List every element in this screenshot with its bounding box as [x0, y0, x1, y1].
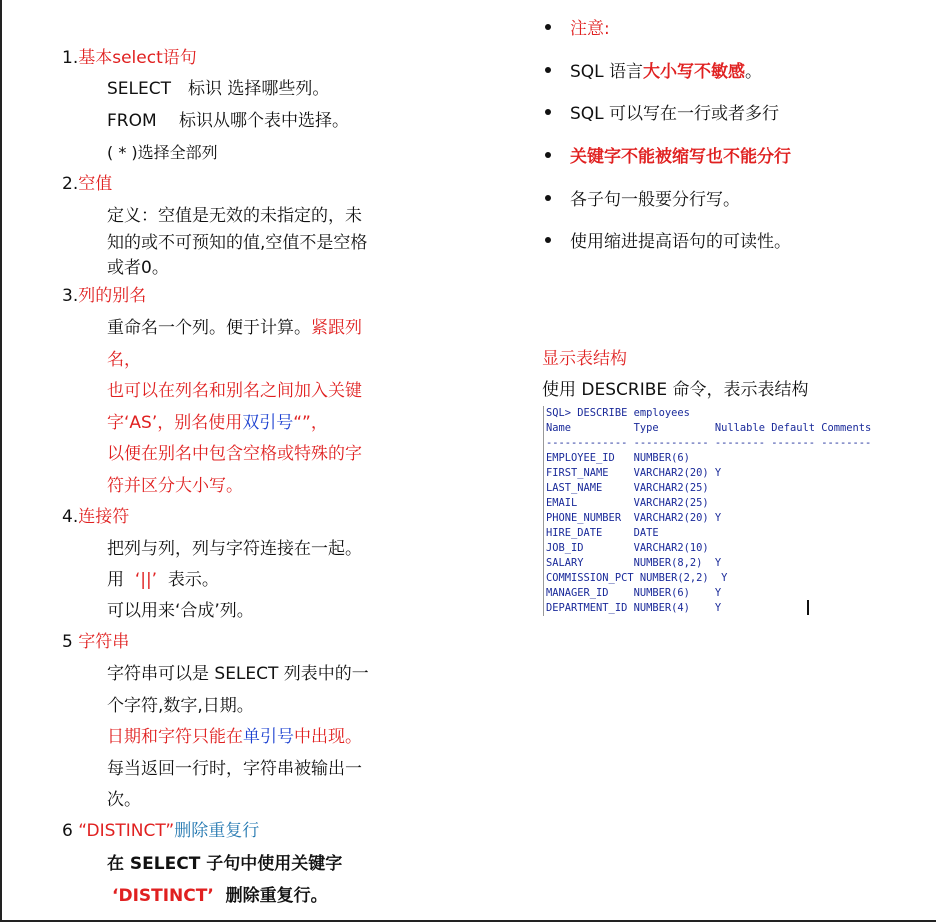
- s4-line-2: 用 ‘||’ 表示。: [107, 570, 219, 590]
- s5-line-3: 日期和字符只能在单引号中出现。: [107, 727, 362, 747]
- sql-line: SALARY NUMBER(8,2) Y: [546, 557, 722, 569]
- describe-heading: 显示表结构: [542, 349, 627, 369]
- bullet-dot-icon: [545, 24, 551, 30]
- section-1-heading: 1.基本select语句: [62, 48, 197, 68]
- s5-line-5: 次。: [107, 790, 141, 810]
- sql-line: SQL> DESCRIBE employees: [546, 407, 690, 419]
- section-3-heading: 3.列的别名: [62, 286, 147, 306]
- s6-line-2: ‘DISTINCT’ 删除重复行。: [112, 886, 328, 906]
- s3-line-5: 以便在别名中包含空格或特殊的字: [107, 444, 362, 464]
- section-2-heading: 2.空值: [62, 174, 113, 194]
- sql-line: LAST_NAME VARCHAR2(25): [546, 482, 709, 494]
- sql-line: EMAIL VARCHAR2(25): [546, 497, 709, 509]
- bullet-keywords: 关键字不能被缩写也不能分行: [545, 146, 791, 168]
- section-6-heading: 6 “DISTINCT”删除重复行: [62, 821, 260, 841]
- bullet-dot-icon: [545, 195, 551, 201]
- s1-line-1: SELECT 标识 选择哪些列。: [107, 79, 330, 99]
- s3-line-6: 符并区分大小写。: [107, 476, 243, 496]
- s3-line-1: 重命名一个列。便于计算。紧跟列: [107, 318, 362, 338]
- bullet-dot-icon: [545, 109, 551, 115]
- sql-line: JOB_ID VARCHAR2(10): [546, 542, 709, 554]
- bullet-indent: 使用缩进提高语句的可读性。: [545, 231, 791, 253]
- text-cursor: [807, 600, 809, 615]
- bullet-dot-icon: [545, 152, 551, 158]
- sql-line: COMMISSION_PCT NUMBER(2,2) Y: [546, 572, 728, 584]
- sql-line: DEPARTMENT_ID NUMBER(4) Y: [546, 602, 722, 614]
- bullet-note: 注意:: [545, 18, 610, 40]
- sql-line: EMPLOYEE_ID NUMBER(6): [546, 452, 690, 464]
- bullet-dot-icon: [545, 237, 551, 243]
- s2-line-2: 知的或不可预知的值,空值不是空格: [107, 233, 368, 253]
- bullet-case-insensitive: SQL 语言大小写不敏感。: [545, 61, 762, 83]
- s3-line-3: 也可以在列名和别名之间加入关键: [107, 381, 362, 401]
- sql-line: ------------- ------------ -------- ------- --------: [546, 437, 872, 449]
- s3-line-2: 名，: [107, 350, 141, 370]
- sql-describe-output: [543, 406, 871, 616]
- bullet-dot-icon: [545, 67, 551, 73]
- s5-line-2: 个字符,数字,日期。: [107, 696, 254, 716]
- s6-line-1: 在 SELECT 子句中使用关键字: [107, 854, 343, 874]
- sql-line: Name Type Nullable Default Comments: [546, 422, 872, 434]
- s2-line-1: 定义：空值是无效的未指定的，未: [107, 206, 362, 226]
- s4-line-3: 可以用来‘合成’列。: [107, 601, 254, 621]
- section-5-heading: 5 字符串: [62, 632, 130, 652]
- sql-line: FIRST_NAME VARCHAR2(20) Y: [546, 467, 722, 479]
- s2-line-3: 或者0。: [107, 258, 169, 278]
- sql-line: PHONE_NUMBER VARCHAR2(20) Y: [546, 512, 722, 524]
- s5-line-1: 字符串可以是 SELECT 列表中的一: [107, 664, 369, 684]
- section-4-heading: 4.连接符: [62, 507, 130, 527]
- frame-left-border: [0, 0, 2, 922]
- s1-line-2: FROM 标识从哪个表中选择。: [107, 111, 350, 131]
- s4-line-1: 把列与列，列与字符连接在一起。: [107, 539, 362, 559]
- sql-line: MANAGER_ID NUMBER(6) Y: [546, 587, 722, 599]
- s5-line-4: 每当返回一行时，字符串被输出一: [107, 759, 362, 779]
- s3-line-4: 字‘AS’，别名使用双引号“”，: [107, 413, 328, 433]
- bullet-clauses: 各子句一般要分行写。: [545, 189, 740, 211]
- sql-line: HIRE_DATE DATE: [546, 527, 659, 539]
- describe-text: 使用 DESCRIBE 命令，表示表结构: [542, 380, 809, 400]
- s1-line-3: ( * )选择全部列: [107, 143, 218, 162]
- bullet-multiline: SQL 可以写在一行或者多行: [545, 103, 779, 125]
